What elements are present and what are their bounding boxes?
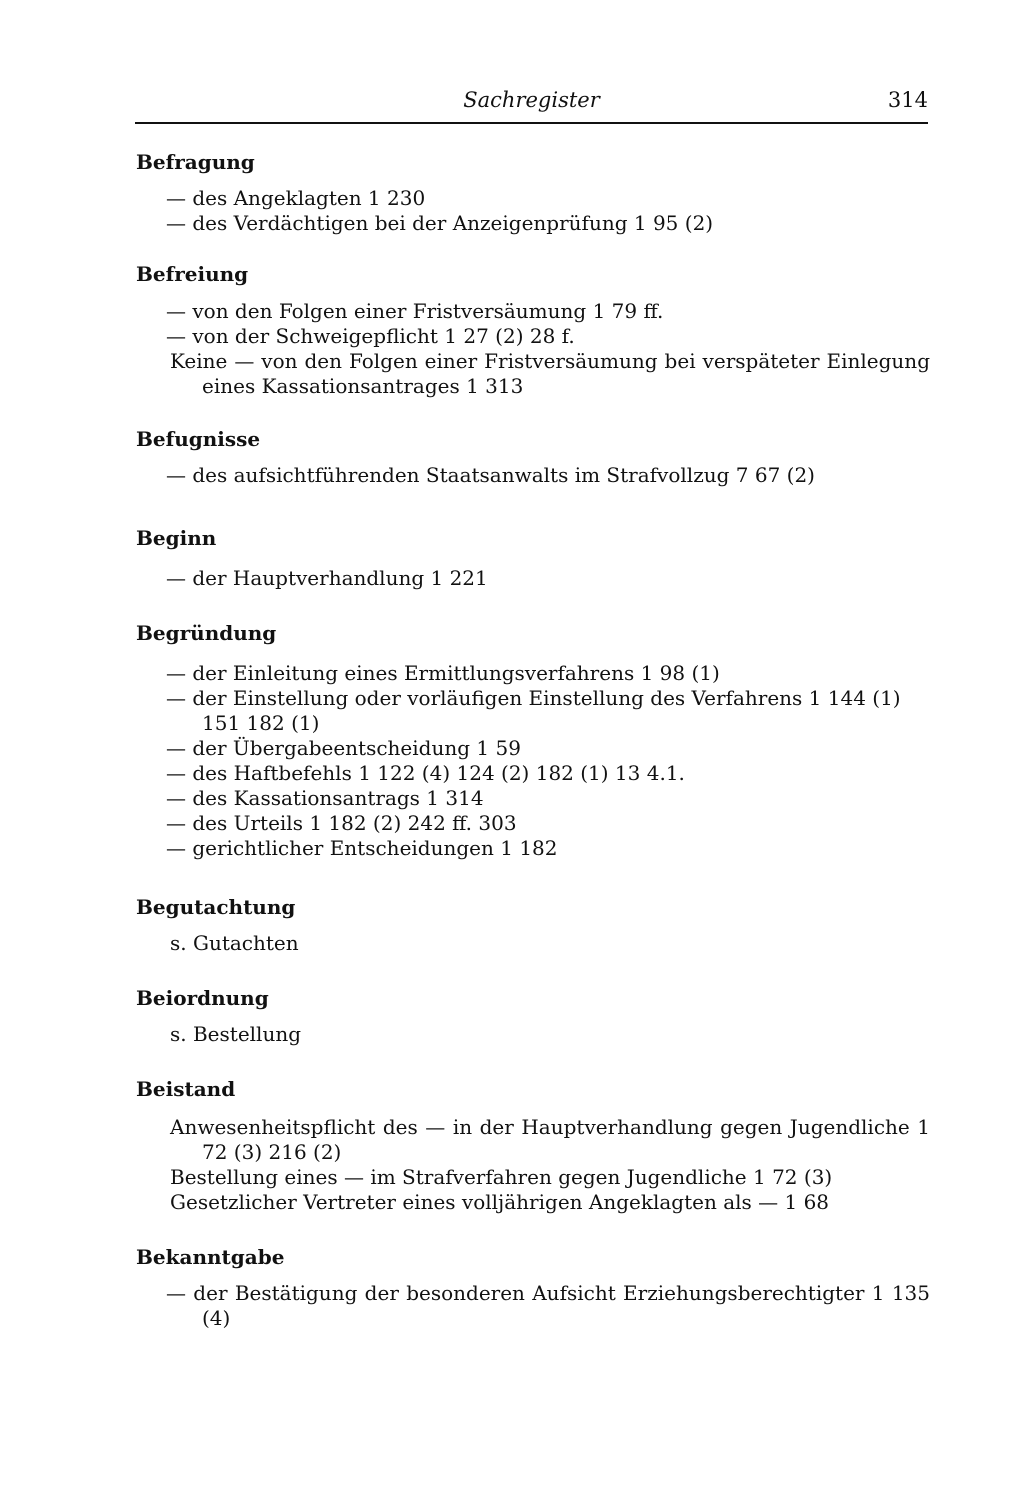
index-entry: — der Einstellung oder vorläufigen Einstellung des Verfahrens 1 144 (1) 151 182 (1)	[166, 686, 901, 735]
page-number: 314	[887, 88, 928, 112]
index-entry: — des aufsichtführenden Staatsanwalts im Strafvollzug 7 67 (2)	[166, 463, 815, 487]
index-content	[136, 150, 930, 1331]
section-heading: Beistand	[136, 1077, 236, 1101]
index-entry: — des Angeklagten 1 230	[166, 186, 426, 210]
section-heading: Befreiung	[136, 262, 249, 286]
section-heading: Bekanntgabe	[136, 1245, 285, 1269]
page-header	[135, 84, 928, 124]
running-title: Sachregister	[463, 88, 600, 112]
index-section-beginn	[136, 526, 930, 591]
index-section-befreiung	[136, 262, 930, 399]
index-entry: Bestellung eines — im Strafverfahren gegen Jugendliche 1 72 (3)	[170, 1165, 833, 1189]
index-section-beistand	[136, 1077, 930, 1215]
index-entry: — der Einleitung eines Ermittlungsverfahrens 1 98 (1)	[166, 661, 720, 685]
index-entry: s. Gutachten	[170, 931, 299, 955]
header-rule	[135, 122, 928, 124]
index-entry: Gesetzlicher Vertreter eines volljährigen Angeklagten als — 1 68	[170, 1190, 830, 1214]
section-heading: Beiordnung	[136, 986, 269, 1010]
index-section-begruendung	[136, 621, 930, 861]
index-entry: — des Kassationsantrags 1 314	[166, 786, 484, 810]
section-heading: Begutachtung	[136, 895, 296, 919]
index-entry: Anwesenheitspflicht des — in der Hauptverhandlung gegen Jugendliche 1 72 (3) 216 (2)	[170, 1115, 930, 1164]
index-section-begutachtung	[136, 895, 930, 956]
index-entry: — des Verdächtigen bei der Anzeigenprüfung 1 95 (2)	[166, 211, 714, 235]
section-heading: Befugnisse	[136, 427, 261, 451]
section-heading: Begründung	[136, 621, 277, 645]
index-section-befragung	[136, 150, 930, 236]
index-entry: — der Hauptverhandlung 1 221	[166, 566, 488, 590]
index-entry: — von der Schweigepflicht 1 27 (2) 28 f.	[166, 324, 575, 348]
section-heading: Befragung	[136, 150, 255, 174]
index-entry: — der Bestätigung der besonderen Aufsicht Erziehungsberechtigter 1 135 (4)	[166, 1281, 930, 1330]
index-entry: — gerichtlicher Entscheidungen 1 182	[166, 836, 558, 860]
index-entry: — der Übergabeentscheidung 1 59	[166, 736, 521, 760]
index-entry: — des Urteils 1 182 (2) 242 ff. 303	[166, 811, 517, 835]
index-section-bekanntgabe	[136, 1245, 930, 1331]
index-entry: s. Bestellung	[170, 1022, 302, 1046]
index-section-befugnisse	[136, 427, 930, 488]
index-entry: — des Haftbefehls 1 122 (4) 124 (2) 182 (1) 13 4.1.	[166, 761, 685, 785]
index-entry: — von den Folgen einer Fristversäumung 1 79 ff.	[166, 299, 664, 323]
index-section-beiordnung	[136, 986, 930, 1047]
index-entry: Keine — von den Folgen einer Fristversäumung bei verspäteter Einlegung eines Kassationsantrages 1 313	[170, 349, 930, 398]
section-heading: Beginn	[136, 526, 217, 550]
